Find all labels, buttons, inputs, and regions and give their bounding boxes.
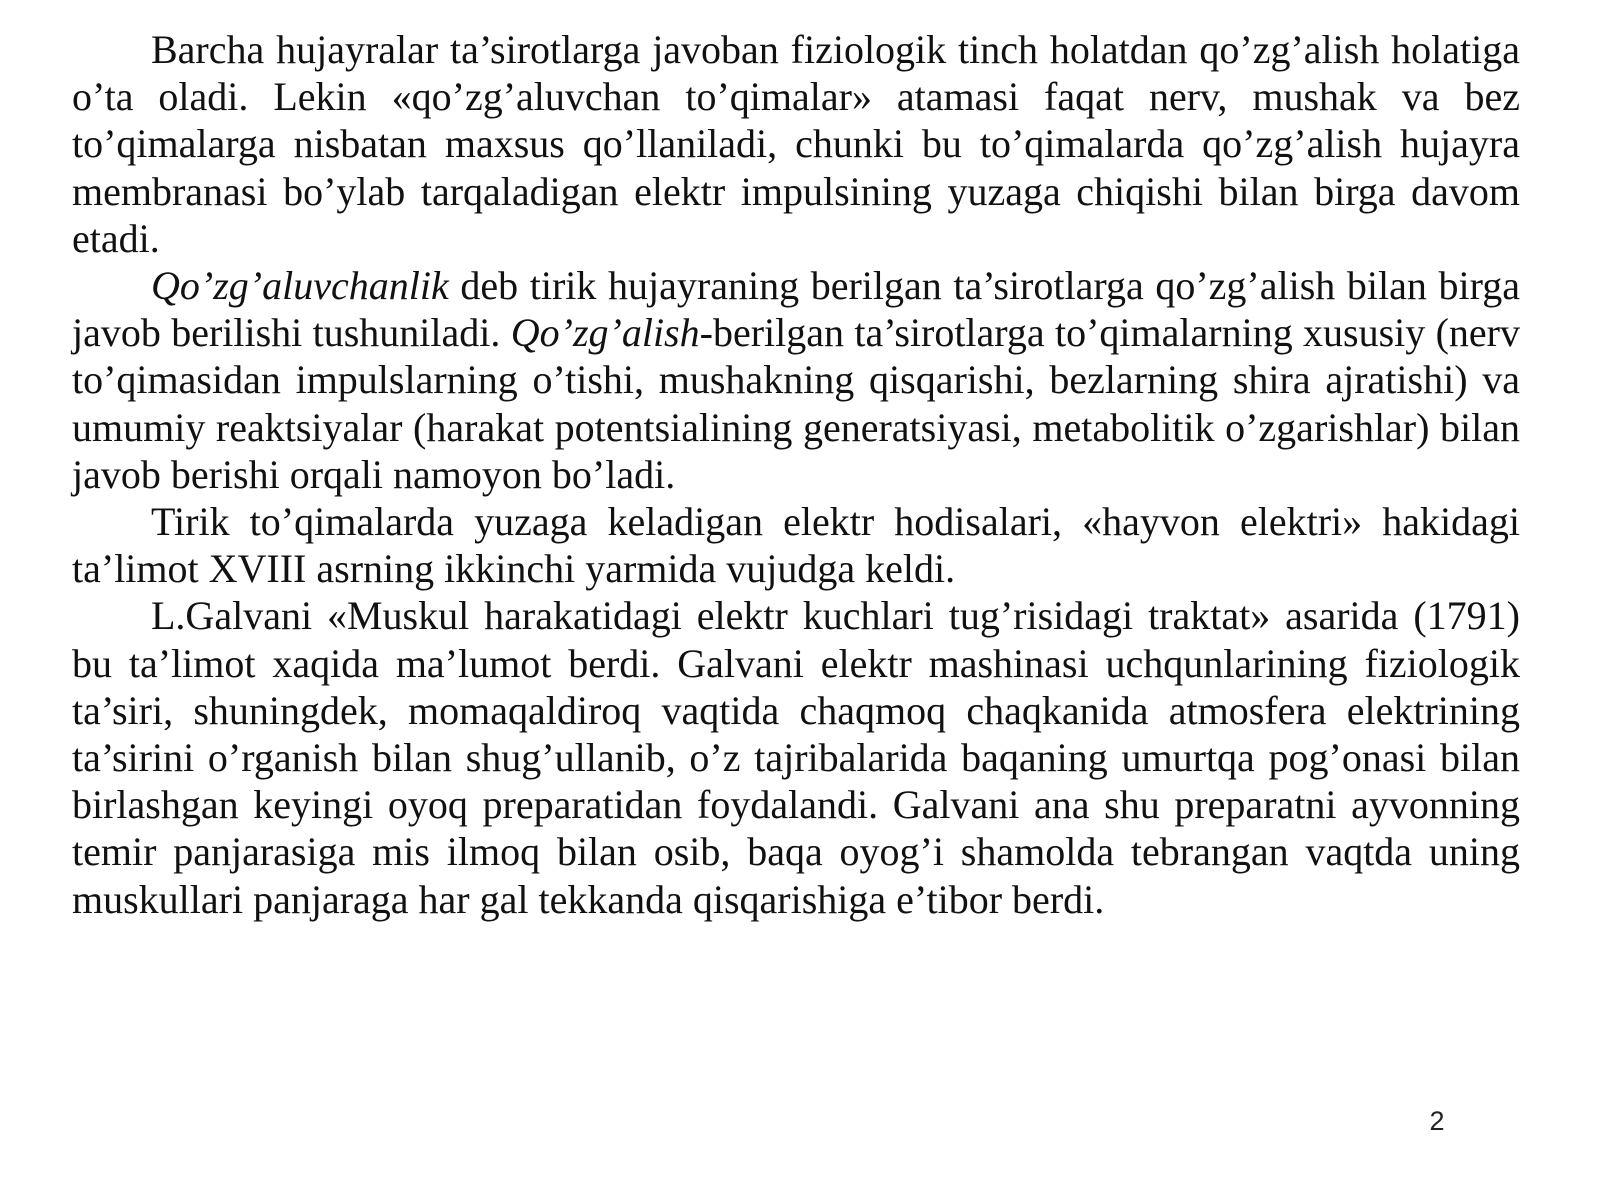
paragraph-2-text-b: -berilgan ta’sirotlarga to’qimalarning xususiy (nerv to’qimasidan impulslarning o’tishi, mushakning qisqarishi, bezlarning shira ajratishi) va umumiy reaktsiyalar (harakat potentsialining generatsiyasi, metabolitik o’zgarishlar) bilan javob berishi orqali namoyon bo’ladi.	[72, 310, 1520, 497]
page-number: 2	[1429, 1106, 1445, 1136]
term-qozgalish: Qo’zg’alish	[510, 310, 700, 356]
paragraph-1-text: Barcha hujayralar ta’sirotlarga javoban fiziologik tinch holatdan qo’zg’alish holatiga o’ta oladi. Lekin «qo’zg’aluvchan to’qimalar» atamasi faqat nerv, mushak va bez to’qimalarga nisbatan maxsus qo’llaniladi, chunki bu to’qimalarda qo’zg’alish hujayra membranasi bo’ylab tarqaladigan elektr impulsining yuzaga chiqishi bilan birga davom etadi.	[72, 27, 1520, 261]
body-text	[72, 26, 1520, 923]
paragraph-4-text: L.Galvani «Muskul harakatidagi elektr kuchlari tug’risidagi traktat» asarida (1791) bu ta’limot xaqida ma’lumot berdi. Galvani elektr mashinasi uchqunlarining fiziologik ta’siri, shuningdek, momaqaldiroq vaqtida chaqmoq chaqkanida atmosfera elektrining ta’sirini o’rganish bilan shug’ullanib, o’z tajribalarida baqaning umurtqa pog’onasi bilan birlashgan keyingi oyoq preparatidan foydalandi. Galvani ana shu preparatni ayvonning temir panjarasiga mis ilmoq bilan osib, baqa oyog’i shamolda tebrangan vaqtda uning muskullari panjaraga har gal tekkanda qisqarishiga e’tibor berdi.	[72, 593, 1520, 922]
paragraph-2-text-a: deb tirik hujayraning berilgan ta’sirotlarga qo’zg’alish bilan birga javob berilishi tushuniladi.	[72, 263, 1520, 356]
paragraph-3	[72, 498, 1520, 592]
paragraph-4	[72, 592, 1520, 922]
paragraph-1	[72, 26, 1520, 262]
paragraph-2	[72, 262, 1520, 498]
paragraph-3-text: Tirik to’qimalarda yuzaga keladigan elektr hodisalari, «hayvon elektri» hakidagi ta’limot XVIII asrning ikkinchi yarmida vujudga keldi.	[72, 499, 1520, 592]
term-qozgaluvchanlik: Qo’zg’aluvchanlik	[151, 263, 449, 309]
